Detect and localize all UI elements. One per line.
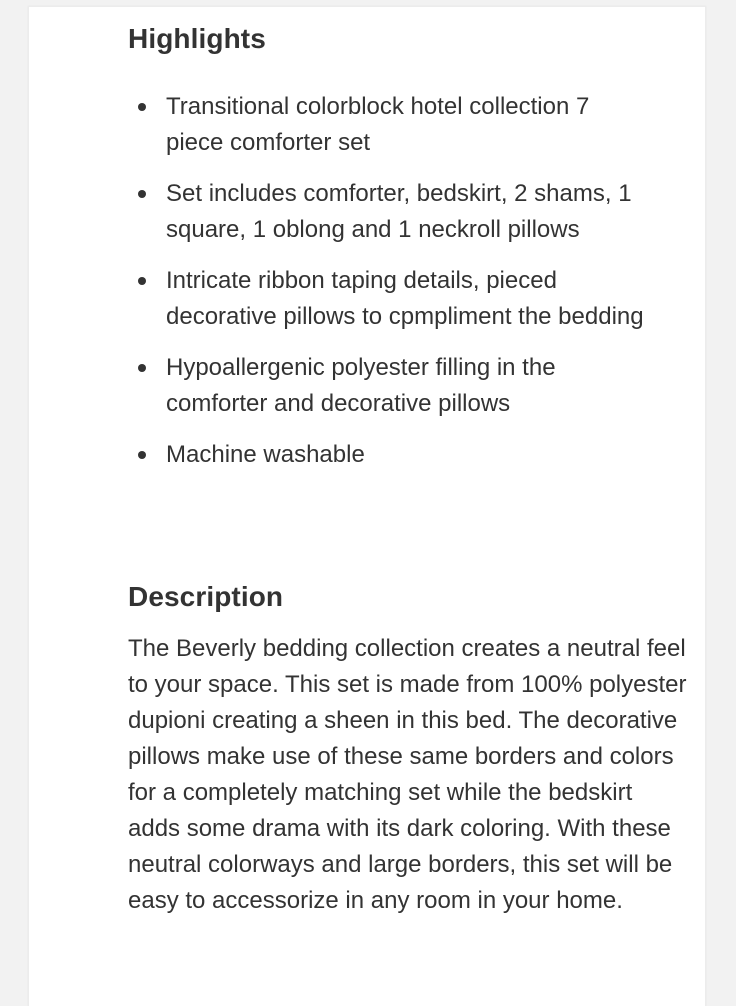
description-text: The Beverly bedding collection creates a neutral feel to your space. This set is made from 100% polyester dupioni creating a sheen in this bed. The decorative pillows make use of these same borders and colors for a completely matching set while the bedskirt adds some drama with its dark coloring. With these neutral colorways and large borders, this set will be easy to accessorize in any room in your home. [128, 635, 687, 914]
highlights-heading: Highlights [128, 23, 266, 54]
highlight-text: Transitional colorblock hotel collection 7 piece comforter set [166, 93, 590, 156]
bullet-icon [138, 277, 146, 285]
highlight-item [128, 437, 648, 473]
highlight-text: Set includes comforter, bedskirt, 2 shams, 1 square, 1 oblong and 1 neckroll pillows [166, 180, 632, 243]
highlight-text: Hypoallergenic polyester filling in the comforter and decorative pillows [166, 354, 556, 417]
highlight-text: Intricate ribbon taping details, pieced decorative pillows to cpmpliment the bedding [166, 267, 644, 330]
highlight-item [128, 263, 648, 335]
bullet-icon [138, 103, 146, 111]
description-heading: Description [128, 581, 284, 612]
bullet-icon [138, 364, 146, 372]
highlight-text: Machine washable [166, 441, 365, 468]
highlight-item [128, 176, 648, 248]
highlights-list [128, 89, 648, 488]
highlight-item [128, 89, 648, 161]
bullet-icon [138, 190, 146, 198]
bullet-icon [138, 451, 146, 459]
product-details-card [28, 6, 706, 1006]
highlight-item [128, 350, 648, 422]
